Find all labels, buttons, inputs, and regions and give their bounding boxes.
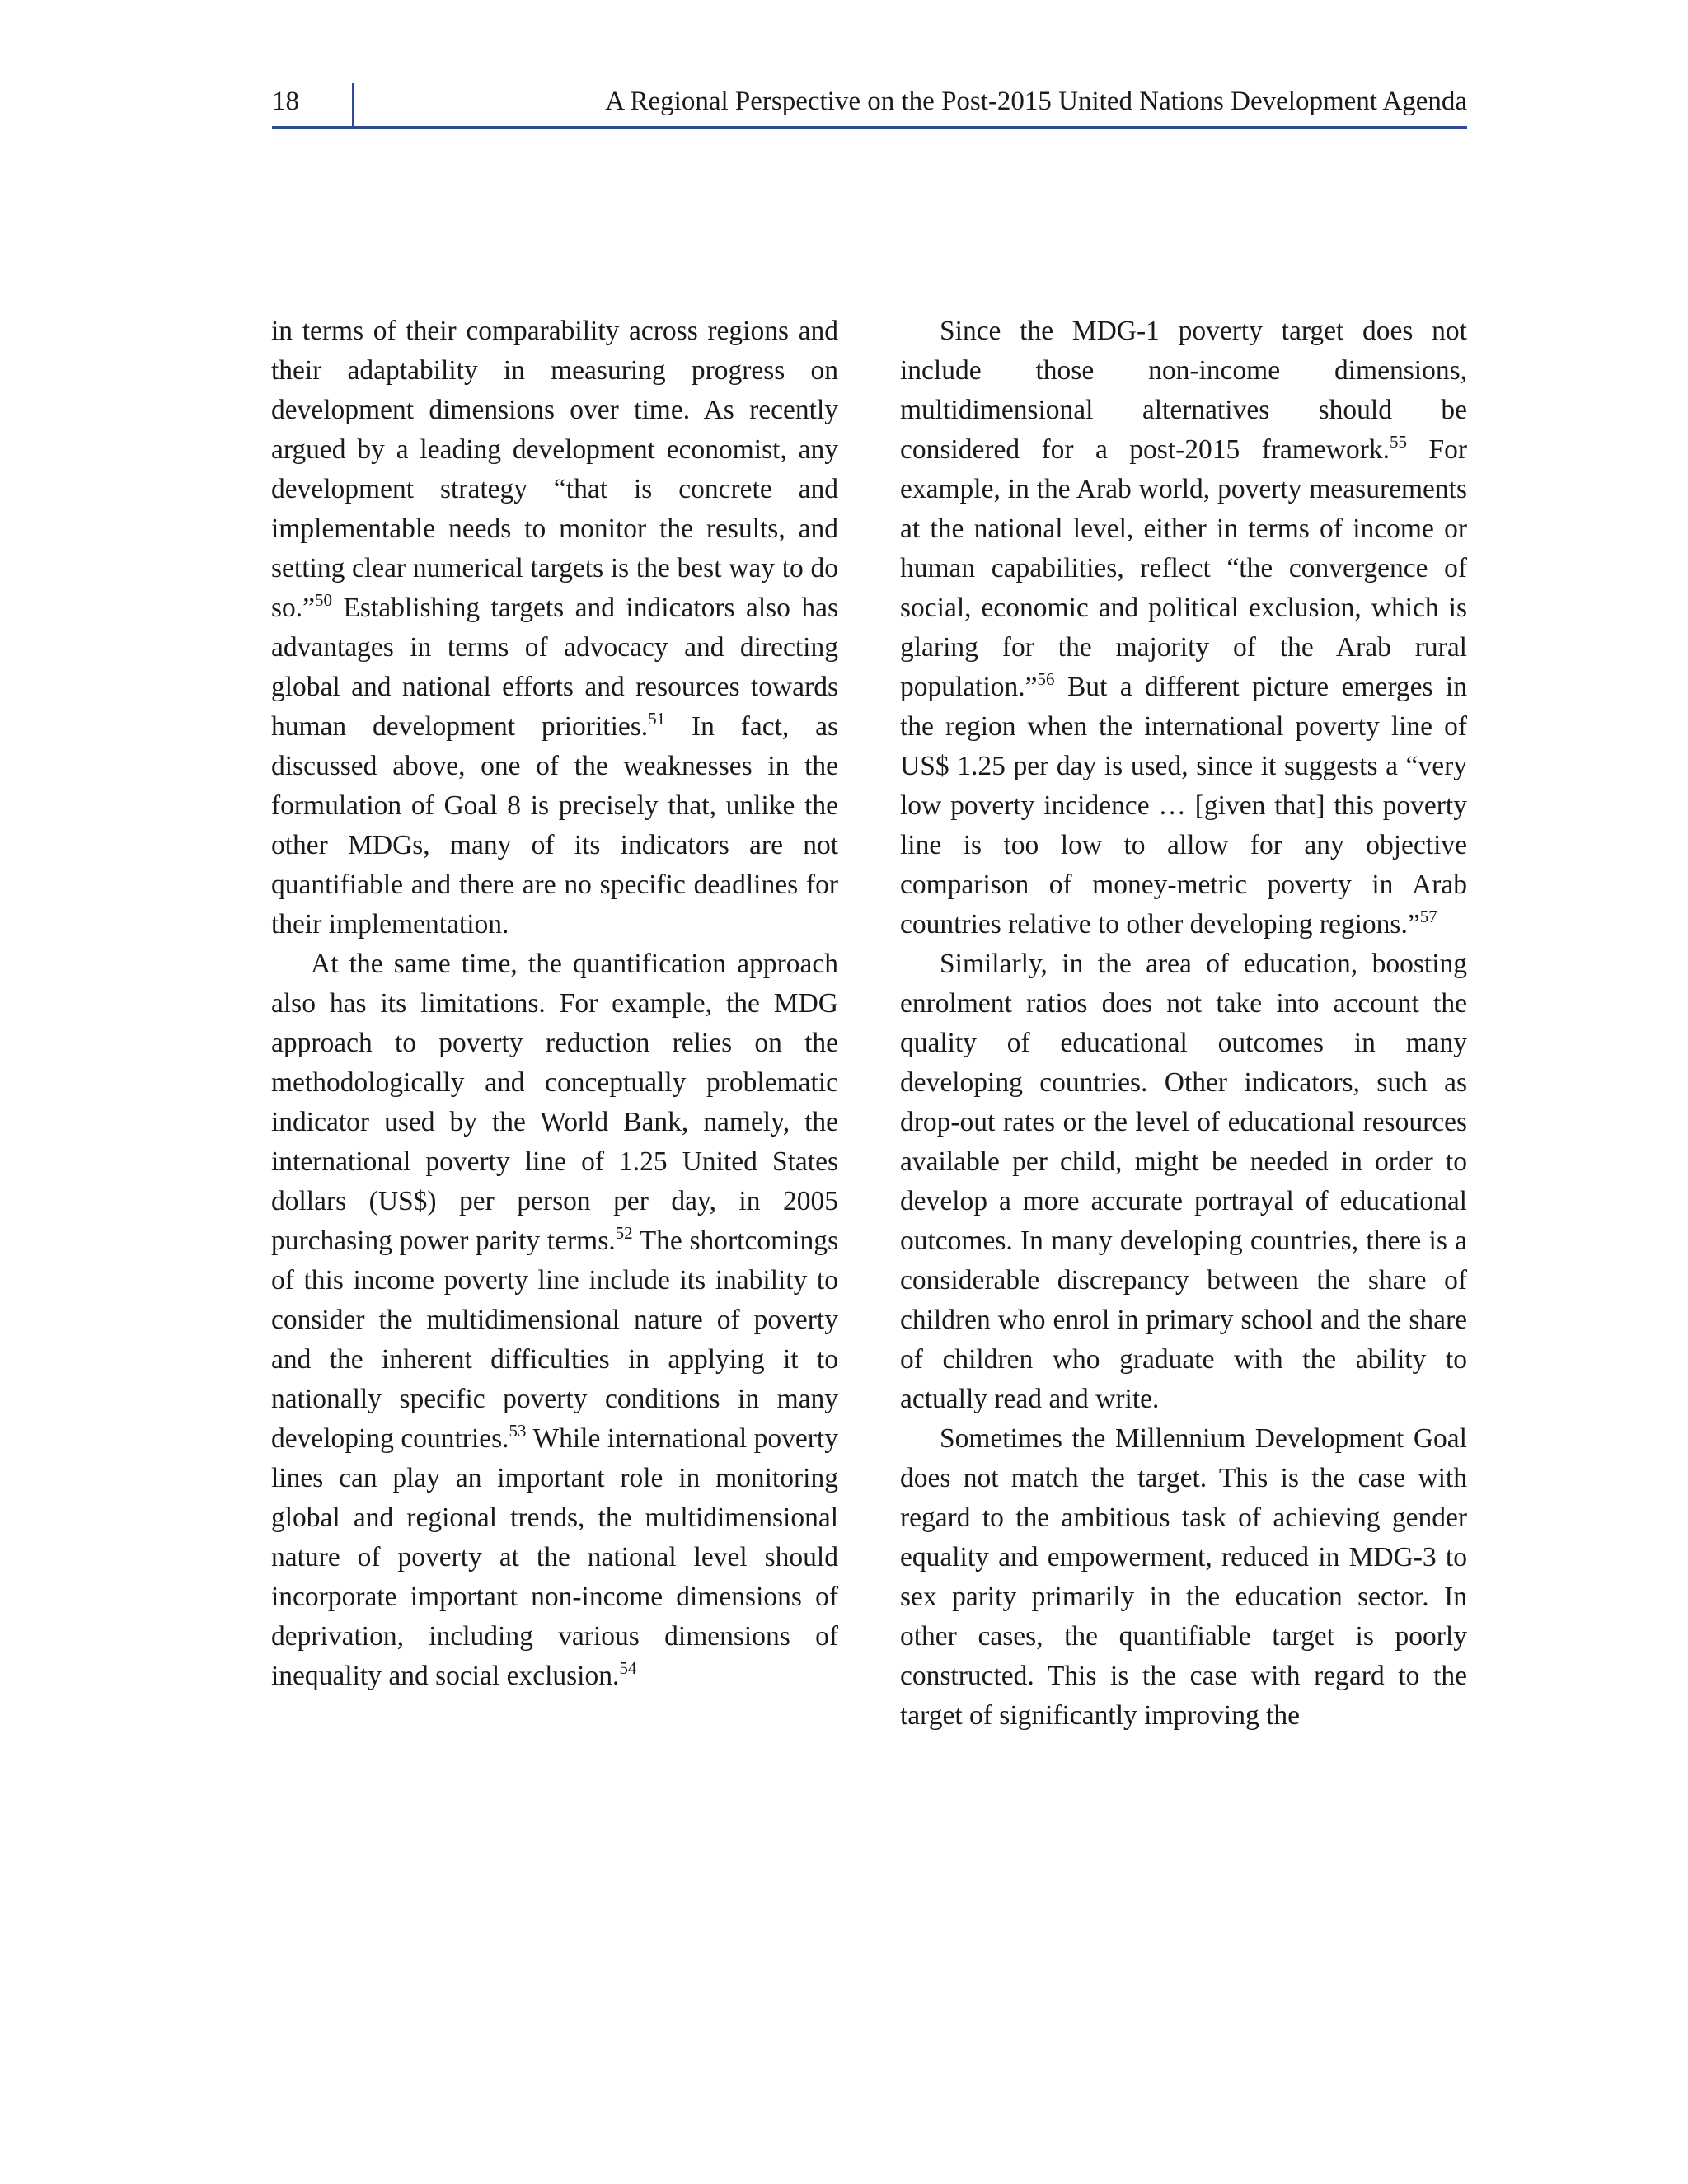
paragraph-text: For example, in the Arab world, poverty measurements at the national level, either in terms of income or human capabilities, reflect “the convergence of social, economic and political exclusion, which is glaring for the majority of the Arab rural population.”	[900, 434, 1467, 702]
paragraph-text: At the same time, the quantification approach also has its limitations. For example, the MDG approach to poverty reduction relies on the methodologically and conceptually problematic indicator used by the World Bank, namely, the international poverty line of 1.25 United States dollars (US$) per person per day, in 2005 purchasing power parity terms.	[271, 949, 838, 1256]
paragraph-text: The shortcomings of this income poverty line include its inability to consider the multidimensional nature of poverty and the inherent difficulties in applying it to nationally specific poverty conditions in many developing countries.	[271, 1226, 838, 1454]
page-header	[272, 78, 1467, 129]
footnote-ref: 54	[619, 1658, 637, 1678]
page-number: 18	[272, 87, 299, 116]
left-column	[271, 312, 838, 1696]
footnote-ref: 56	[1037, 669, 1055, 689]
paragraph-text: in terms of their comparability across regions and their adaptability in measuring progress on development dimensions over time. As recently argued by a leading development economist, any development strategy “that is concrete and implementable needs to monitor the results, and setting clear numerical targets is the best way to do so.”	[271, 316, 838, 623]
paragraph-text: But a different picture emerges in the region when the international poverty line of US$ 1.25 per day is used, since it suggests a “very low poverty incidence … [given that] this poverty line is too low to allow for any objective comparison of money-metric poverty in Arab countries relative to other developing regions.”	[900, 672, 1467, 940]
footnote-ref: 52	[615, 1223, 633, 1243]
paragraph	[900, 312, 1467, 944]
footnote-ref: 57	[1419, 907, 1437, 926]
running-title: A Regional Perspective on the Post-2015 United Nations Development Agenda	[605, 87, 1467, 116]
paragraph-text: Establishing targets and indicators also has advantages in terms of advocacy and directing global and national efforts and resources towards human development priorities.	[271, 593, 838, 742]
paragraph: Sometimes the Millennium Development Goal does not match the target. This is the case with regard to the ambitious task of achieving gender equality and empowerment, reduced in MDG-3 to sex parity primarily in the education sector. In other cases, the quantifiable target is poorly constructed. This is the case with regard to the target of significantly improving the	[900, 1423, 1467, 1731]
paragraph: Similarly, in the area of education, boosting enrolment ratios does not take into account the quality of educational outcomes in many developing countries. Other indicators, such as drop-out rates or the level of educational resources available per child, might be needed in order to develop a more accurate portrayal of educational outcomes. In many developing countries, there is a considerable discrepancy between the share of children who enrol in primary school and the share of children who graduate with the ability to actually read and write.	[900, 949, 1467, 1414]
footnote-ref: 51	[648, 709, 666, 729]
header-divider	[352, 83, 354, 126]
paragraph-text: In fact, as discussed above, one of the weaknesses in the formulation of Goal 8 is precisely that, unlike the other MDGs, many of its indicators are not quantifiable and there are no specific deadlines for their implementation.	[271, 711, 839, 940]
footnote-ref: 50	[315, 590, 333, 610]
paragraph	[271, 312, 838, 944]
paragraph-text: While international poverty lines can play an important role in monitoring global and regional trends, the multidimensional nature of poverty at the national level should incorporate important non-income dimensions of deprivation, including various dimensions of inequality and social exclusion.	[271, 1423, 838, 1691]
footnote-ref: 55	[1390, 432, 1408, 452]
footnote-ref: 53	[509, 1421, 527, 1441]
paragraph-text: Since the MDG-1 poverty target does not include those non-income dimensions, multidimensional alternatives should be considered for a post-2015 framework.	[900, 316, 1467, 465]
paragraph	[271, 944, 838, 1696]
right-column	[900, 312, 1467, 1736]
